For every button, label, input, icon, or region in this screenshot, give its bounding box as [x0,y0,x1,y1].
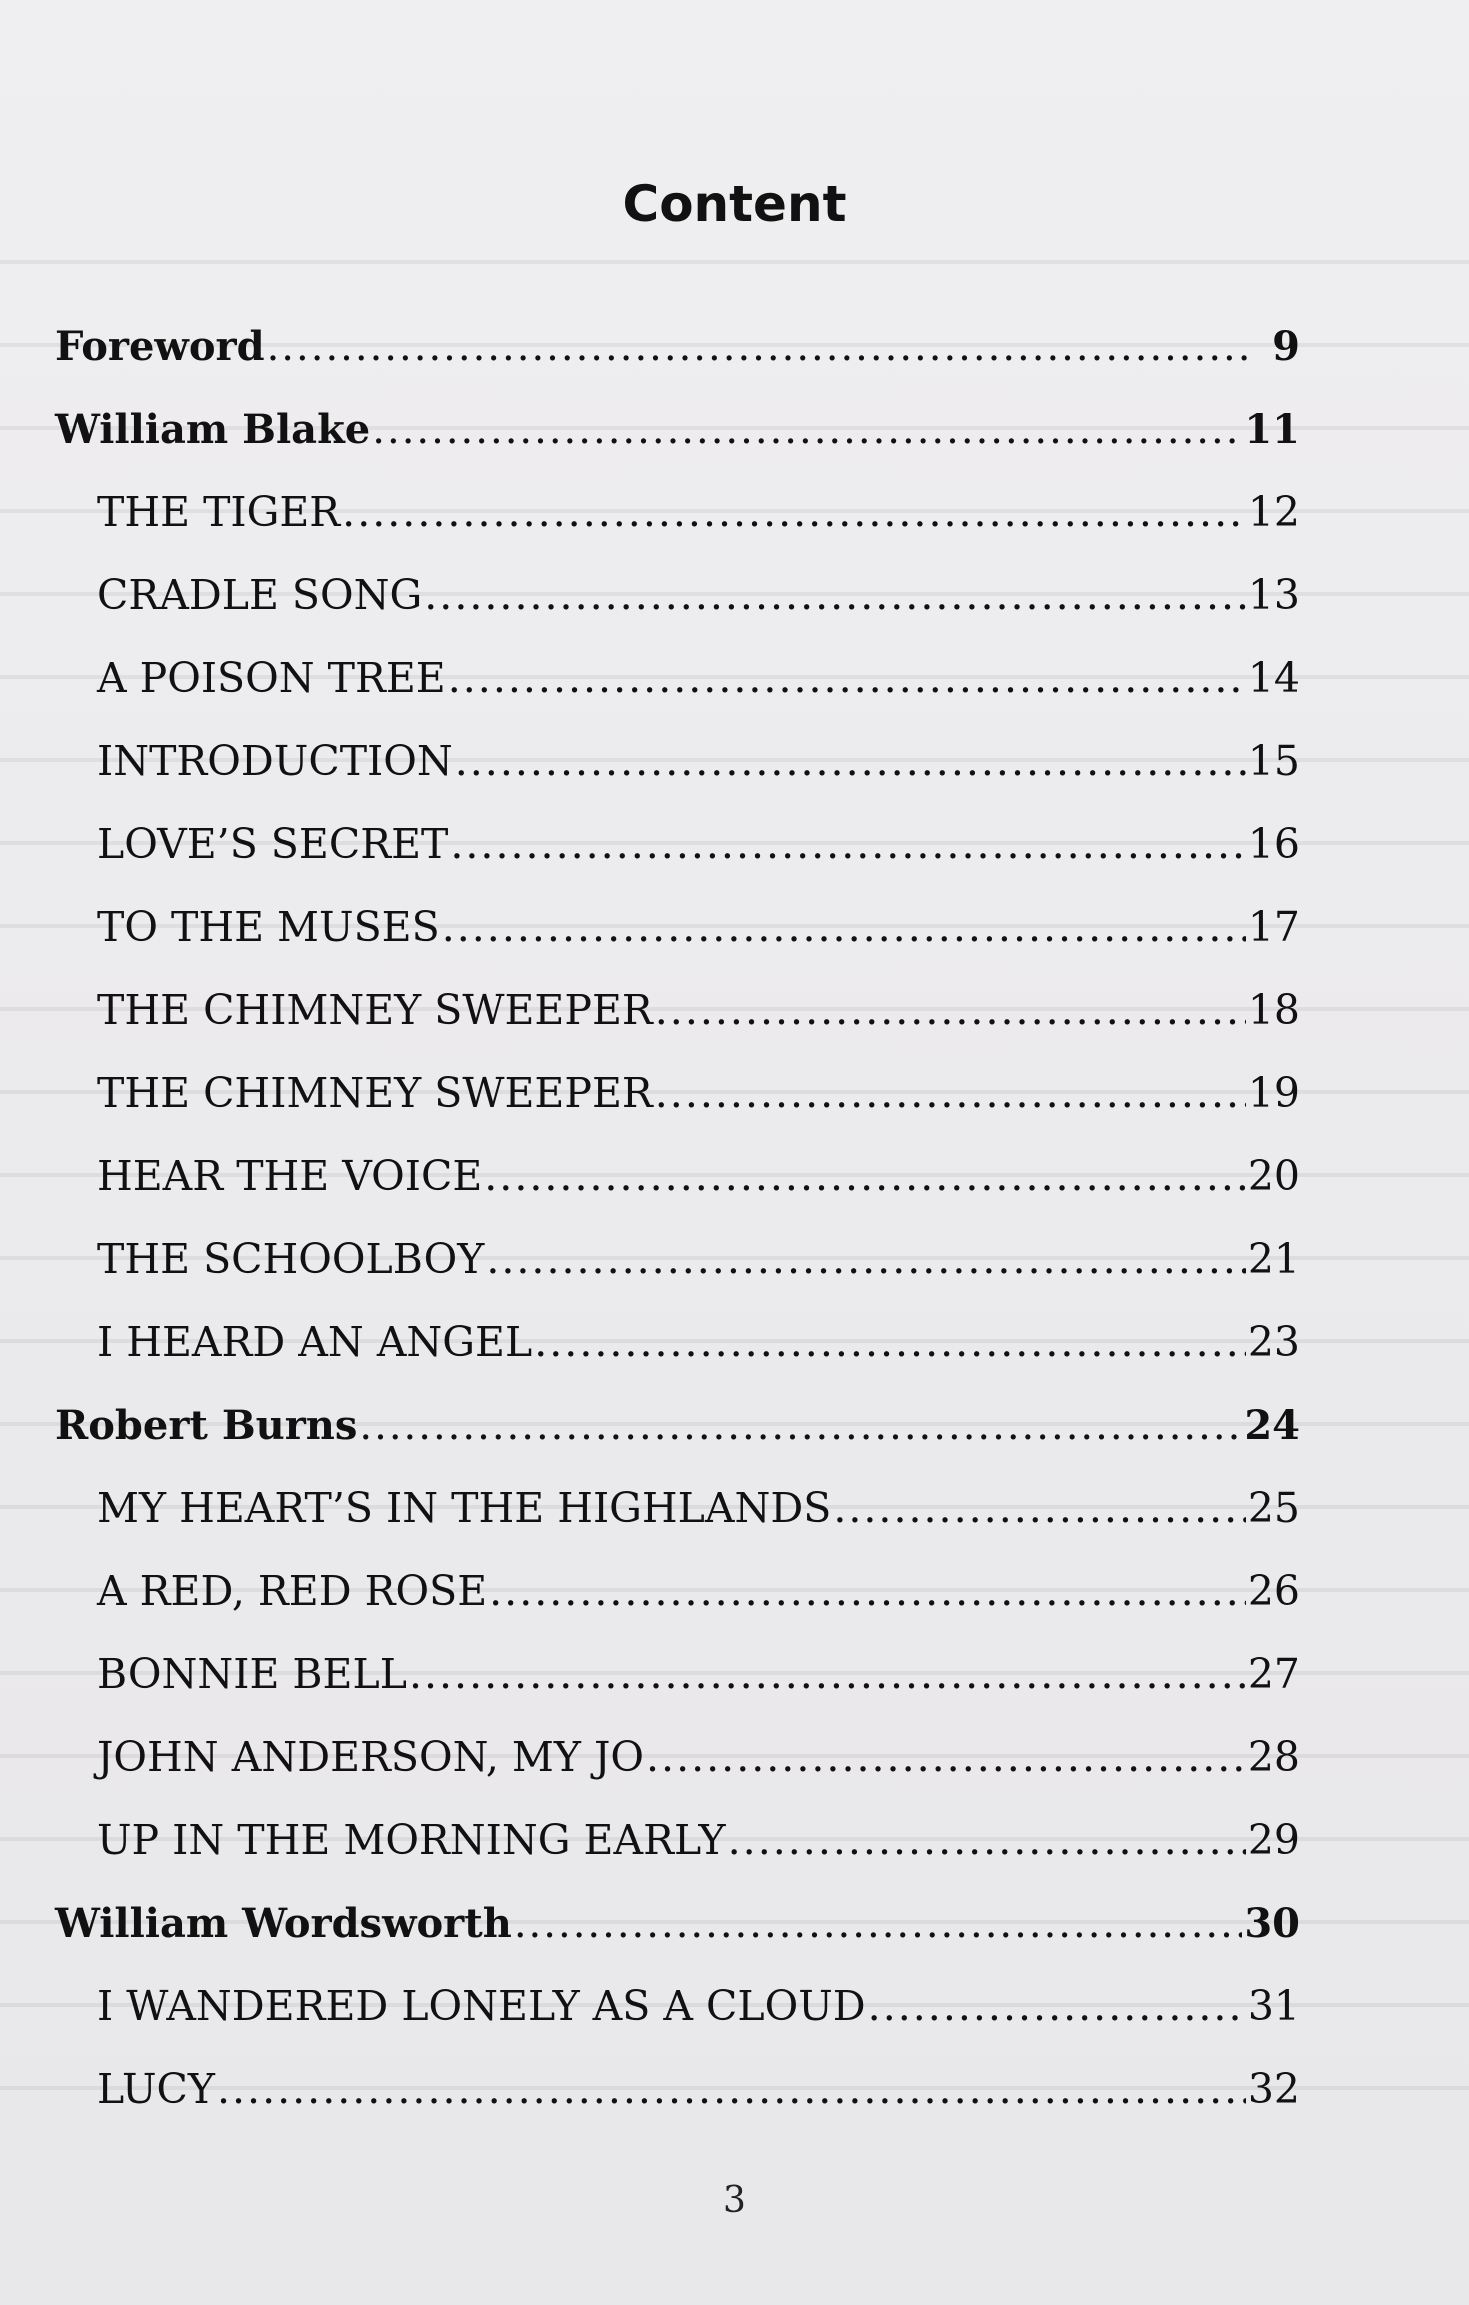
dot-leader [455,720,1246,803]
dot-leader [484,1135,1246,1218]
dot-leader [342,471,1246,554]
dot-leader [728,1799,1246,1882]
toc-entry-page-number: 30 [1244,1900,1300,1947]
toc-entry-page-number: 16 [1247,820,1300,868]
toc-entry-label: William Wordsworth [55,1900,512,1947]
toc-entry-page-number: 29 [1247,1816,1300,1864]
toc-entry-label: JOHN ANDERSON, MY JO [97,1733,645,1781]
toc-poem-entry [55,1301,1300,1384]
toc-entry-label: THE CHIMNEY SWEEPER [97,986,653,1034]
dot-leader [514,1883,1243,1966]
toc-entry-label: MY HEART’S IN THE HIGHLANDS [97,1484,832,1532]
dot-leader [655,1052,1246,1135]
toc-entry-page-number: 31 [1247,1982,1300,2030]
toc-entry-page-number: 25 [1247,1484,1300,1532]
page-number: 3 [723,2180,746,2221]
toc-entry-page-number: 27 [1247,1650,1300,1698]
toc-entry-label: LOVE’S SECRET [97,820,449,868]
toc-poem-entry [55,1467,1300,1550]
toc-entry-label: A RED, RED ROSE [97,1567,488,1615]
dot-leader [267,306,1250,389]
toc-entry-label: THE TIGER [97,488,341,536]
toc-entry-page-number: 19 [1247,1069,1300,1117]
toc-entry-label: CRADLE SONG [97,571,423,619]
toc-poem-entry [55,1716,1300,1799]
toc-entry-label: THE CHIMNEY SWEEPER [97,1069,653,1117]
dot-leader [868,1965,1246,2048]
dot-leader [409,1633,1246,1716]
toc-entry-label: THE SCHOOLBOY [97,1235,485,1283]
dot-leader [646,1716,1246,1799]
toc-section-entry [55,1384,1300,1467]
toc-entry-label: HEAR THE VOICE [97,1152,483,1200]
toc-poem-entry [55,2048,1300,2131]
toc-entry-page-number: 12 [1247,488,1300,536]
dot-leader [655,969,1246,1052]
toc-entry-page-number: 24 [1244,1402,1300,1449]
toc-entry-page-number: 21 [1247,1235,1300,1283]
dot-leader [424,554,1246,637]
toc-poem-entry [55,720,1300,803]
toc-entry-label: I HEARD AN ANGEL [97,1318,533,1366]
toc-section-entry [55,388,1300,471]
dot-leader [217,2048,1246,2131]
toc-poem-entry [55,1799,1300,1882]
dot-leader [448,637,1246,720]
toc-entry-page-number: 18 [1247,986,1300,1034]
toc-entry-page-number: 17 [1247,903,1300,951]
toc-poem-entry [55,637,1300,720]
toc-poem-entry [55,471,1300,554]
toc-entry-label: BONNIE BELL [97,1650,407,1698]
dot-leader [450,803,1245,886]
dot-leader [442,886,1246,969]
toc-entry-label: A POISON TREE [97,654,446,702]
toc-poem-entry [55,1218,1300,1301]
toc-entry-label: TO THE MUSES [97,903,440,951]
toc-section-entry [55,1882,1300,1965]
toc-entry-label: I WANDERED LONELY AS A CLOUD [97,1982,866,2030]
toc-entry-page-number: 28 [1247,1733,1300,1781]
toc-entry-page-number: 20 [1247,1152,1300,1200]
toc-entry-page-number: 13 [1247,571,1300,619]
toc-entry-label: UP IN THE MORNING EARLY [97,1816,726,1864]
toc-poem-entry [55,1633,1300,1716]
toc-entry-page-number: 32 [1247,2065,1300,2113]
toc-entry-label: Foreword [55,323,265,370]
dot-leader [534,1301,1246,1384]
toc-poem-entry [55,886,1300,969]
table-of-contents [55,305,1300,2131]
toc-poem-entry [55,1550,1300,1633]
toc-entry-page-number: 15 [1247,737,1300,785]
dot-leader [372,389,1242,472]
toc-section-entry [55,305,1300,388]
toc-poem-entry [55,969,1300,1052]
dot-leader [489,1550,1246,1633]
toc-poem-entry [55,1965,1300,2048]
page-title: Content [622,175,847,233]
toc-entry-page-number: 23 [1247,1318,1300,1366]
toc-entry-label: Robert Burns [55,1402,358,1449]
toc-entry-label: William Blake [55,406,371,453]
dot-leader [833,1467,1246,1550]
toc-entry-page-number: 11 [1244,406,1300,453]
dot-leader [486,1218,1246,1301]
dot-leader [359,1385,1242,1468]
toc-poem-entry [55,803,1300,886]
toc-entry-page-number: 9 [1272,323,1300,370]
toc-entry-page-number: 14 [1247,654,1300,702]
toc-poem-entry [55,1135,1300,1218]
toc-entry-label: INTRODUCTION [97,737,453,785]
toc-poem-entry [55,1052,1300,1135]
toc-entry-label: LUCY [97,2065,215,2113]
toc-poem-entry [55,554,1300,637]
toc-entry-page-number: 26 [1247,1567,1300,1615]
